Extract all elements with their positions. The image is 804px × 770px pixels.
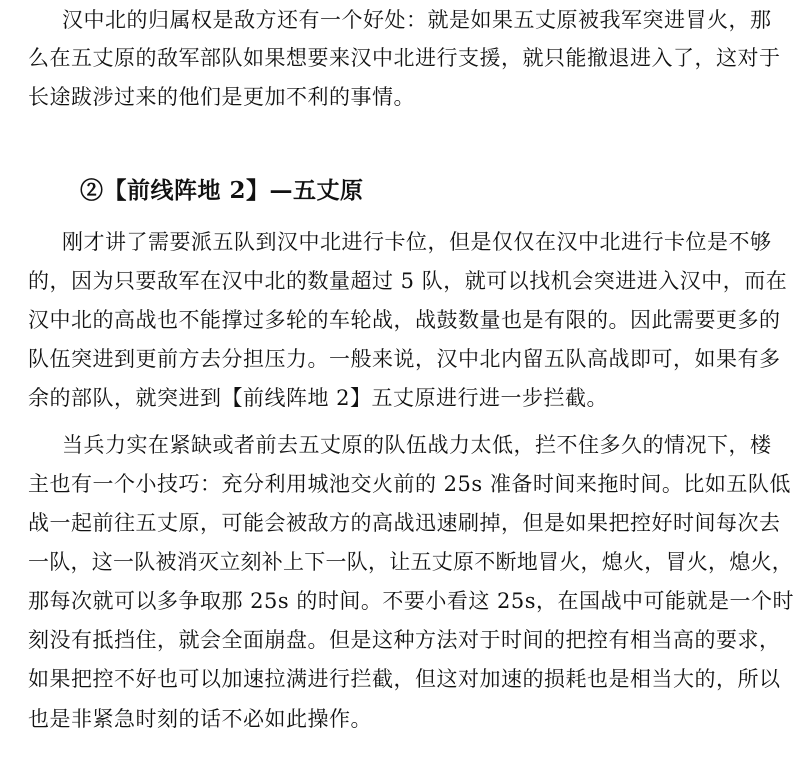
paragraph3-line-7: 如果把控不好也可以加速拉满进行拦截，但这对加速的损耗也是相当大的，所以 bbox=[28, 667, 781, 691]
paragraph1-line-3: 长途跋涉过来的他们是更加不利的事情。 bbox=[28, 85, 415, 109]
paragraph1-line-1: 汉中北的归属权是敌方还有一个好处：就是如果五丈原被我军突进冒火，那 bbox=[62, 8, 772, 32]
paragraph3-line-5: 那每次就可以多争取那 25s 的时间。不要小看这 25s，在国战中可能就是一个时 bbox=[28, 589, 795, 613]
paragraph2-line-2: 的，因为只要敌军在汉中北的数量超过 5 队，就可以找机会突进进入汉中，而在 bbox=[28, 269, 788, 293]
paragraph3-line-1: 当兵力实在紧缺或者前去五丈原的队伍战力太低，拦不住多久的情况下，楼 bbox=[62, 433, 772, 457]
paragraph2-line-4: 队伍突进到更前方去分担压力。一般来说，汉中北内留五队高战即可，如果有多 bbox=[28, 347, 781, 371]
paragraph1-line-2: 么在五丈原的敌军部队如果想要来汉中北进行支援，就只能撤退进入了，这对于 bbox=[28, 46, 781, 70]
paragraph3-line-2: 主也有一个小技巧：充分利用城池交火前的 25s 准备时间来拖时间。比如五队低 bbox=[28, 472, 791, 496]
paragraph3-line-6: 刻没有抵挡住，就会全面崩盘。但是这种方法对于时间的把控有相当高的要求， bbox=[28, 628, 781, 652]
paragraph3-line-4: 一队，这一队被消灭立刻补上下一队，让五丈原不断地冒火，熄火，冒火，熄火， bbox=[28, 550, 793, 574]
section-heading: ②【前线阵地 2】—五丈原 bbox=[80, 177, 364, 204]
paragraph3-line-8: 也是非紧急时刻的话不必如此操作。 bbox=[28, 707, 372, 731]
paragraph2-line-1: 刚才讲了需要派五队到汉中北进行卡位，但是仅仅在汉中北进行卡位是不够 bbox=[62, 230, 772, 254]
paragraph3-line-3: 战一起前往五丈原，可能会被敌方的高战迅速刷掉，但是如果把控好时间每次去 bbox=[28, 511, 781, 535]
paragraph2-line-5: 余的部队，就突进到【前线阵地 2】五丈原进行进一步拦截。 bbox=[28, 386, 609, 410]
paragraph2-line-3: 汉中北的高战也不能撑过多轮的车轮战，战鼓数量也是有限的。因此需要更多的 bbox=[28, 308, 781, 332]
